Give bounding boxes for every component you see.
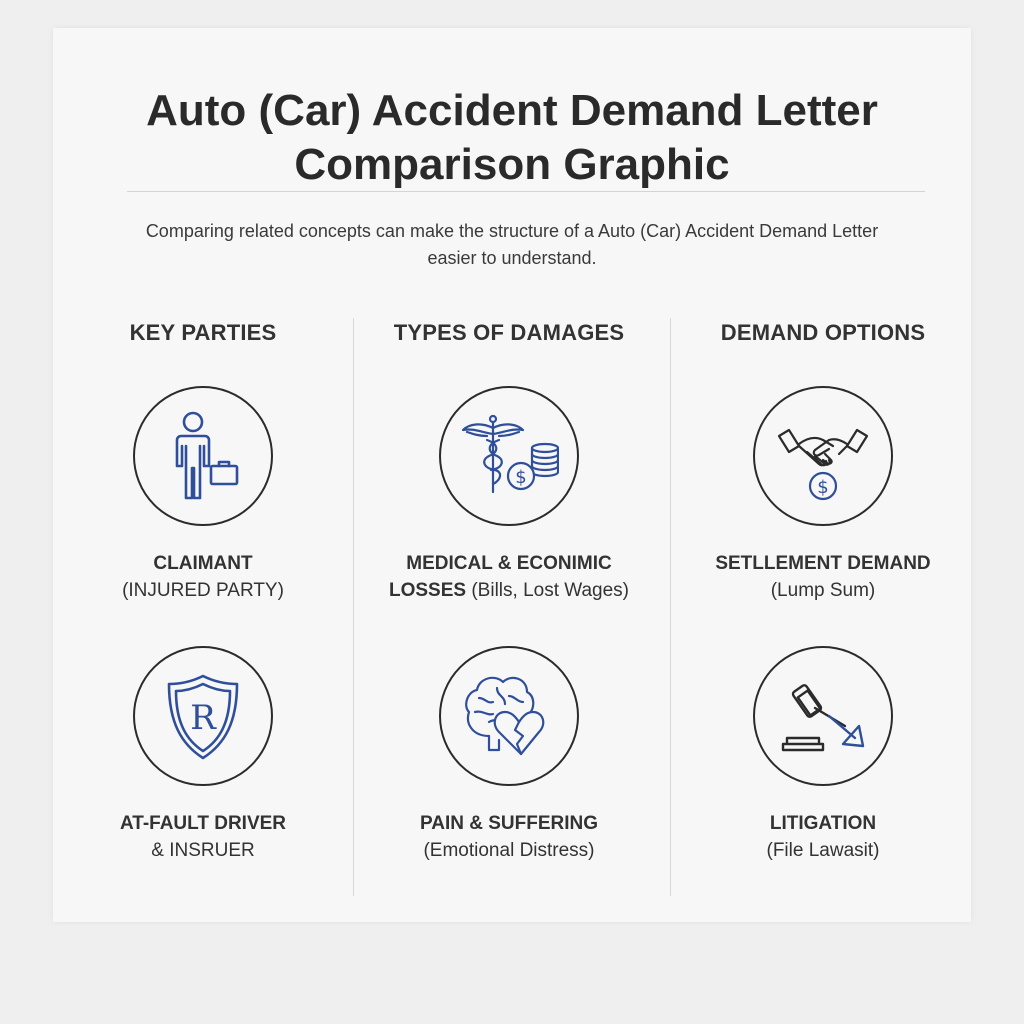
- item-label: [673, 550, 973, 604]
- icon-circle: [753, 386, 893, 526]
- item-title: SETLLEMENT DEMAND: [715, 553, 931, 574]
- item-subtitle-line: [359, 577, 659, 604]
- svg-text:R: R: [190, 698, 216, 738]
- column-types-of-damages: [359, 320, 659, 900]
- item-subtitle: & INSRUER: [151, 840, 255, 861]
- icon-circle: [133, 646, 273, 786]
- item-label: [673, 810, 973, 864]
- svg-text:$: $: [515, 467, 527, 488]
- shield-r-icon: [153, 666, 253, 766]
- intro-text: [113, 218, 911, 272]
- column-key-parties: [53, 320, 353, 900]
- icon-circle: [439, 646, 579, 786]
- caduceus-coins-icon: [459, 406, 559, 506]
- brain-broken-heart-icon: [459, 666, 559, 766]
- item-subtitle: (Lump Sum): [770, 580, 876, 601]
- item-subtitle: (Bills, Lost Wages): [466, 580, 630, 601]
- title-divider: [127, 191, 925, 192]
- icon-circle: [753, 646, 893, 786]
- gavel-arrow-icon: [773, 666, 873, 766]
- intro-line-2: easier to understand.: [427, 248, 597, 268]
- column-divider: [670, 318, 671, 896]
- person-briefcase-icon: [153, 406, 253, 506]
- page-title: [53, 84, 971, 192]
- item-subtitle: (INJURED PARTY): [122, 580, 284, 601]
- item-title: CLAIMANT: [153, 553, 253, 574]
- icon-circle: [439, 386, 579, 526]
- item-title: MEDICAL & ECONIMIC: [406, 553, 612, 574]
- comparison-card: [53, 28, 971, 922]
- item-title: PAIN & SUFFERING: [419, 813, 599, 834]
- handshake-dollar-icon: [773, 406, 873, 506]
- column-heading: KEY PARTIES: [129, 320, 277, 345]
- item-subtitle-bold: LOSSES: [388, 580, 467, 601]
- item-title: LITIGATION: [769, 813, 877, 834]
- column-heading: DEMAND OPTIONS: [720, 320, 926, 345]
- title-line-1: Auto (Car) Accident Demand Letter: [146, 86, 878, 135]
- item-title: AT-FAULT DRIVER: [119, 813, 287, 834]
- item-subtitle: (Emotional Distress): [423, 840, 595, 861]
- item-label: [53, 810, 353, 864]
- column-demand-options: [673, 320, 973, 900]
- intro-line-1: Comparing related concepts can make the structure of a Auto (Car) Accident Demand Letter: [145, 221, 879, 241]
- icon-circle: [133, 386, 273, 526]
- item-label: [359, 810, 659, 864]
- item-label: [359, 550, 659, 604]
- item-label: [53, 550, 353, 604]
- item-subtitle: (File Lawasit): [766, 840, 880, 861]
- column-heading: TYPES OF DAMAGES: [393, 320, 625, 345]
- svg-text:$: $: [817, 477, 829, 498]
- title-line-2: Comparison Graphic: [294, 140, 730, 189]
- column-divider: [353, 318, 354, 896]
